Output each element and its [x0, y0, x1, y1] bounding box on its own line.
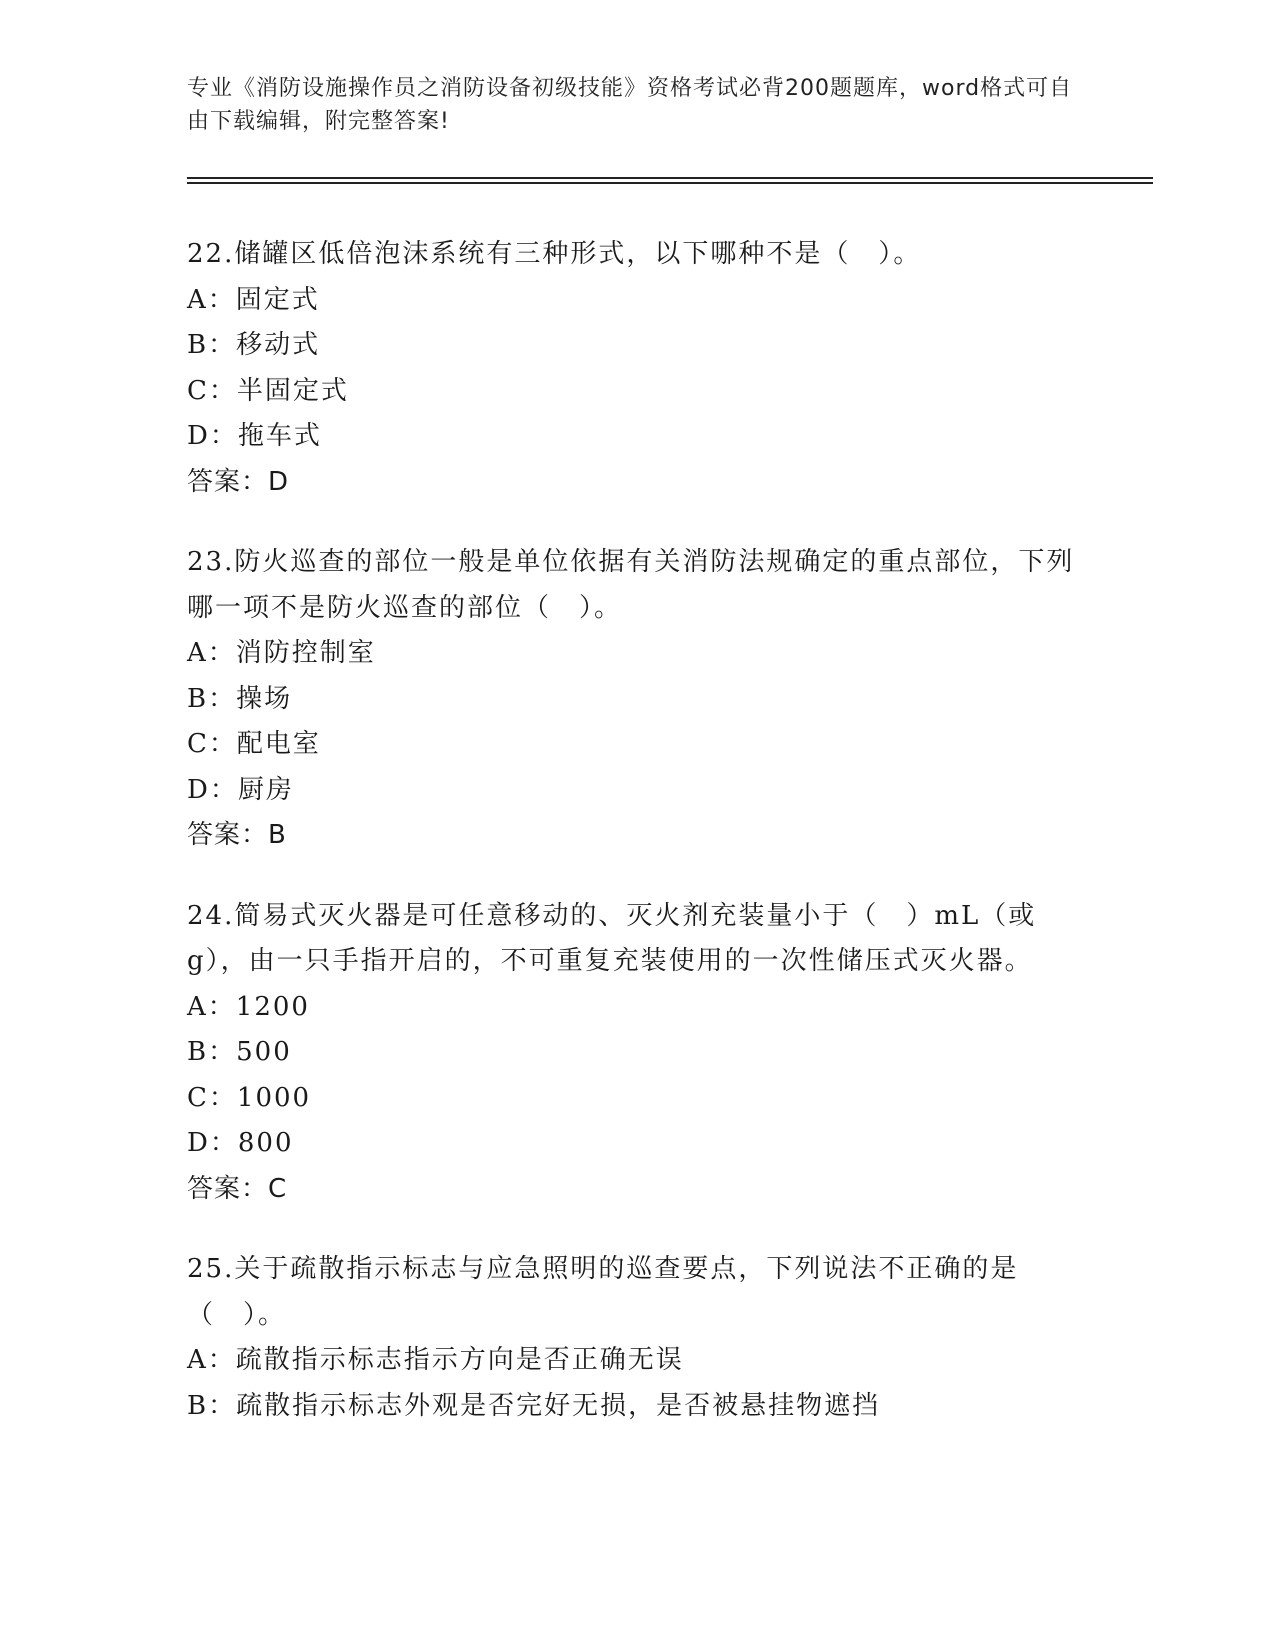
answer-line: 答案：B — [187, 820, 287, 850]
option-key: C： — [187, 375, 237, 406]
option-value: 1000 — [236, 1082, 312, 1113]
option-key: D： — [187, 774, 238, 805]
answer-line: 答案：D — [187, 466, 290, 497]
option-b — [187, 323, 1087, 369]
option-value: 半固定式 — [236, 375, 349, 406]
option-value: 500 — [236, 1037, 292, 1067]
option-a — [187, 1338, 1087, 1384]
option-key: B： — [187, 1390, 237, 1421]
question-text: 25.关于疏散指示标志与应急照明的巡查要点，下列说法不正确的是（ ）。 — [187, 1254, 1019, 1330]
answer-line: 答案：C — [187, 1173, 288, 1204]
option-key: A： — [187, 1345, 236, 1375]
option-value: 消防控制室 — [235, 638, 376, 668]
option-key: D： — [187, 421, 238, 451]
option-value: 拖车式 — [237, 421, 322, 451]
option-a — [187, 985, 1087, 1031]
question-24 — [187, 894, 1087, 1213]
document-header — [187, 72, 1087, 138]
option-value: 疏散指示标志外观是否完好无损，是否被悬挂物遮挡 — [236, 1390, 881, 1421]
option-key: B： — [187, 683, 237, 714]
option-key: A： — [187, 284, 236, 315]
option-key: C： — [187, 729, 237, 759]
question-list — [187, 232, 1087, 1464]
option-key: B： — [187, 330, 237, 360]
question-text: 22.储罐区低倍泡沫系统有三种形式，以下哪种不是（ ）。 — [187, 239, 922, 269]
question-22 — [187, 232, 1087, 505]
option-a — [187, 631, 1087, 677]
option-c — [187, 722, 1087, 768]
option-value: 操场 — [236, 683, 293, 714]
option-key: A： — [187, 638, 236, 668]
option-value: 800 — [237, 1128, 294, 1158]
option-value: 移动式 — [236, 330, 321, 360]
option-b — [187, 1384, 1087, 1430]
question-23 — [187, 540, 1087, 859]
option-value: 固定式 — [235, 284, 320, 315]
question-text: 23.防火巡查的部位一般是单位依据有关消防法规确定的重点部位，下列哪一项不是防火巡查的部位（ ）。 — [187, 547, 1075, 623]
option-c — [187, 1076, 1087, 1122]
option-key: B： — [187, 1037, 237, 1067]
option-value: 疏散指示标志指示方向是否正确无误 — [235, 1345, 684, 1375]
header-divider-bottom — [187, 182, 1153, 184]
option-value: 1200 — [235, 991, 310, 1022]
option-c — [187, 369, 1087, 415]
header-title: 专业《消防设施操作员之消防设备初级技能》资格考试必背200题题库，word格式可自由下载编辑，附完整答案! — [187, 76, 1073, 134]
question-text: 24.简易式灭火器是可任意移动的、灭火剂充装量小于（ ）mL（或g），由一只手指开启的，不可重复充装使用的一次性储压式灭火器。 — [187, 900, 1037, 976]
option-d — [187, 1121, 1087, 1167]
question-25 — [187, 1247, 1087, 1429]
option-key: A： — [187, 991, 236, 1022]
header-divider-top — [187, 177, 1153, 179]
option-d — [187, 768, 1087, 814]
option-key: D： — [187, 1128, 238, 1158]
option-key: C： — [187, 1082, 237, 1113]
option-b — [187, 677, 1087, 723]
option-d — [187, 414, 1087, 460]
option-a — [187, 278, 1087, 324]
option-value: 配电室 — [236, 729, 321, 759]
option-value: 厨房 — [237, 774, 294, 805]
option-b — [187, 1030, 1087, 1076]
